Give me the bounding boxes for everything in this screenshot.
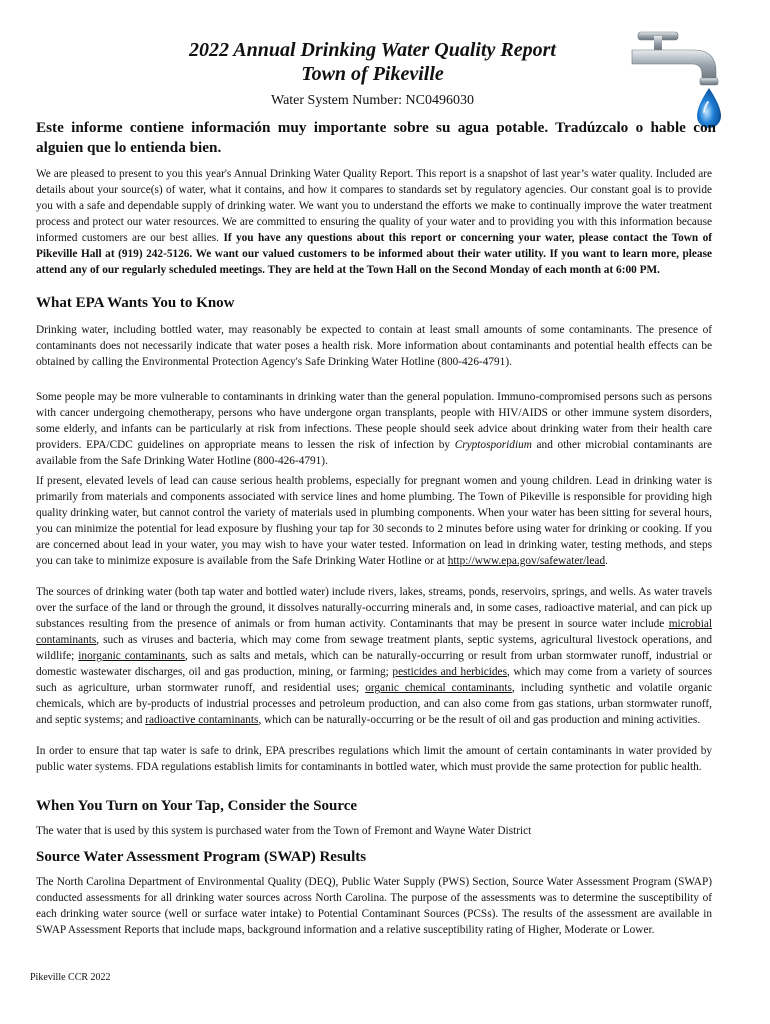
epa-p2-text: Some people may be more vulnerable to contaminants in drinking water than the general population. Immuno-compromised persons such as persons with cancer undergoing chemotherapy, persons who have undergone organ transplants, people with HIV/AIDS or other immune system disorders, some elderly, and infants can be particularly at risk from infections. These people should seek advice about drinking water from their health care providers. EPA/CDC guidelines on appropriate means to lessen the risk of infection by xyxy=(36,391,712,451)
spanish-notice: Este informe contiene información muy importante sobre su agua potable. Tradúzcalo o hable con alguien que lo entienda bien. xyxy=(36,119,716,156)
epa-p4-text: The sources of drinking water (both tap water and bottled water) include rivers, lakes, streams, ponds, reservoirs, springs, and wells. As water travels over the surface of the land or through the ground, it dissolves naturally-occurring minerals and, in some cases, radioactive material, and can pick up substances resulting from the presence of animals or from human activity. Contaminants that may be present in source water include xyxy=(36,586,712,630)
epa-p3-text: If present, elevated levels of lead can cause serious health problems, especially for pregnant women and young children. Lead in drinking water is primarily from materials and components associated with service lines and home plumbing. The Town of Pikeville is responsible for providing high quality drinking water, but cannot control the variety of materials used in plumbing components. When your water has been sitting for several hours, you can minimize the potential for lead exposure by flushing your tap for 30 seconds to 2 minutes before using water for drinking or cooking. If you are concerned about lead in your water, you may wish to have your water tested. Information on lead in drinking water, testing methods, and steps you can take to minimize exposure is available from the Safe Drinking Water Hotline or at xyxy=(36,475,712,567)
epa-paragraph-5: In order to ensure that tap water is safe to drink, EPA prescribes regulations which limit the amount of certain contaminants in water provided by public water systems. FDA regulations establish limits for contaminants in bottled water, which must provide the same protection for public health. xyxy=(36,745,712,773)
epa-heading: What EPA Wants You to Know xyxy=(36,295,235,311)
faucet-icon xyxy=(630,22,730,132)
intro-contact-text: If you have any questions about this report or concerning your water, please contact the Town of Pikeville Hall at (919) 242-5126. We want our valued customers to be informed about their water utility. If you want to learn more, please attend any of our regularly scheduled meetings. They are held at the Town Hall on the Second Monday of each month at 6:00 PM. xyxy=(36,232,713,276)
epa-p4-text-c: , such as salts and metals, which can be naturally-occurring or result from urban stormwater runoff, industrial or domestic wastewater discharges, oil and gas production, mining, or farming; xyxy=(36,650,712,678)
radioactive-contaminants-term: radioactive contaminants xyxy=(145,714,259,726)
microbial-contaminants-term: microbial contaminants xyxy=(36,618,712,646)
organic-contaminants-term: organic chemical contaminants xyxy=(365,682,512,694)
water-system-number: Water System Number: NC0496030 xyxy=(270,93,474,108)
epa-p3-text-end: . xyxy=(605,555,608,567)
epa-p4-text-f: , which can be naturally-occurring or be the result of oil and gas production and mining activities. xyxy=(258,714,701,726)
intro-paragraph xyxy=(36,166,712,278)
swap-heading: Source Water Assessment Program (SWAP) Results xyxy=(36,849,367,865)
epa-paragraph-1: Drinking water, including bottled water, may reasonably be expected to contain at least small amounts of some contaminants. The presence of contaminants does not necessarily indicate that water poses a health risk. More information about contaminants and potential health effects can be obtained by calling the Environmental Protection Agency's Safe Drinking Water Hotline (800-426-4791). xyxy=(36,324,712,368)
intro-text: We are pleased to present to you this year's Annual Drinking Water Quality Report. This report is a snapshot of last year’s water quality. Included are details about your source(s) of water, what it contains, and how it compares to standards set by regulatory agencies. Our constant goal is to provide you with a safe and dependable supply of drinking water. We want you to understand the efforts we make to continually improve the water treatment process and protect our water resources. We are committed to ensuring the quality of your water and to providing you with this information because informed customers are our best allies. xyxy=(36,168,712,244)
cryptosporidium-term: Cryptosporidium xyxy=(454,439,532,451)
pesticides-herbicides-term: pesticides and herbicides xyxy=(392,666,507,678)
page-footer: Pikeville CCR 2022 xyxy=(30,972,111,983)
epa-p4-text-e: , including synthetic and volatile organic chemicals, which are by-products of industrial processes and petroleum production, and can also come from gas stations, urban stormwater runoff, and septic systems; and xyxy=(36,682,713,726)
epa-paragraph-3 xyxy=(36,473,712,569)
source-heading: When You Turn on Your Tap, Consider the Source xyxy=(36,798,358,814)
inorganic-contaminants-term: inorganic contaminants xyxy=(78,650,186,662)
epa-p4-text-b: , such as viruses and bacteria, which may come from sewage treatment plants, septic systems, agricultural livestock operations, and wildlife; xyxy=(36,634,712,662)
source-paragraph: The water that is used by this system is purchased water from the Town of Fremont and Wayne Water District xyxy=(36,825,532,837)
town-name: Town of Pikeville xyxy=(301,63,444,85)
epa-lead-link[interactable]: http://www.epa.gov/safewater/lead xyxy=(447,555,606,567)
epa-paragraph-2 xyxy=(36,389,712,469)
title-block xyxy=(120,38,625,110)
swap-paragraph: The North Carolina Department of Environmental Quality (DEQ), Public Water Supply (PWS) Section, Source Water Assessment Program (SWAP) conducted assessments for all drinking water sources across North Carolina. The purpose of the assessments was to determine the susceptibility of each drinking water source (well or surface water intake) to Potential Contaminant Sources (PCSs). The results of the assessment are available in SWAP Assessment Reports that include maps, background information and a relative susceptibility rating of Higher, Moderate or Lower. xyxy=(36,876,712,936)
report-title: 2022 Annual Drinking Water Quality Report xyxy=(189,39,556,61)
epa-p4-text-d: , which may come from a variety of sources such as agriculture, urban stormwater runoff, and residential uses; xyxy=(36,666,712,694)
epa-p2-text-end: and other microbial contaminants are available from the Safe Drinking Water Hotline (800-426-4791). xyxy=(36,439,712,467)
epa-paragraph-4 xyxy=(36,584,712,728)
